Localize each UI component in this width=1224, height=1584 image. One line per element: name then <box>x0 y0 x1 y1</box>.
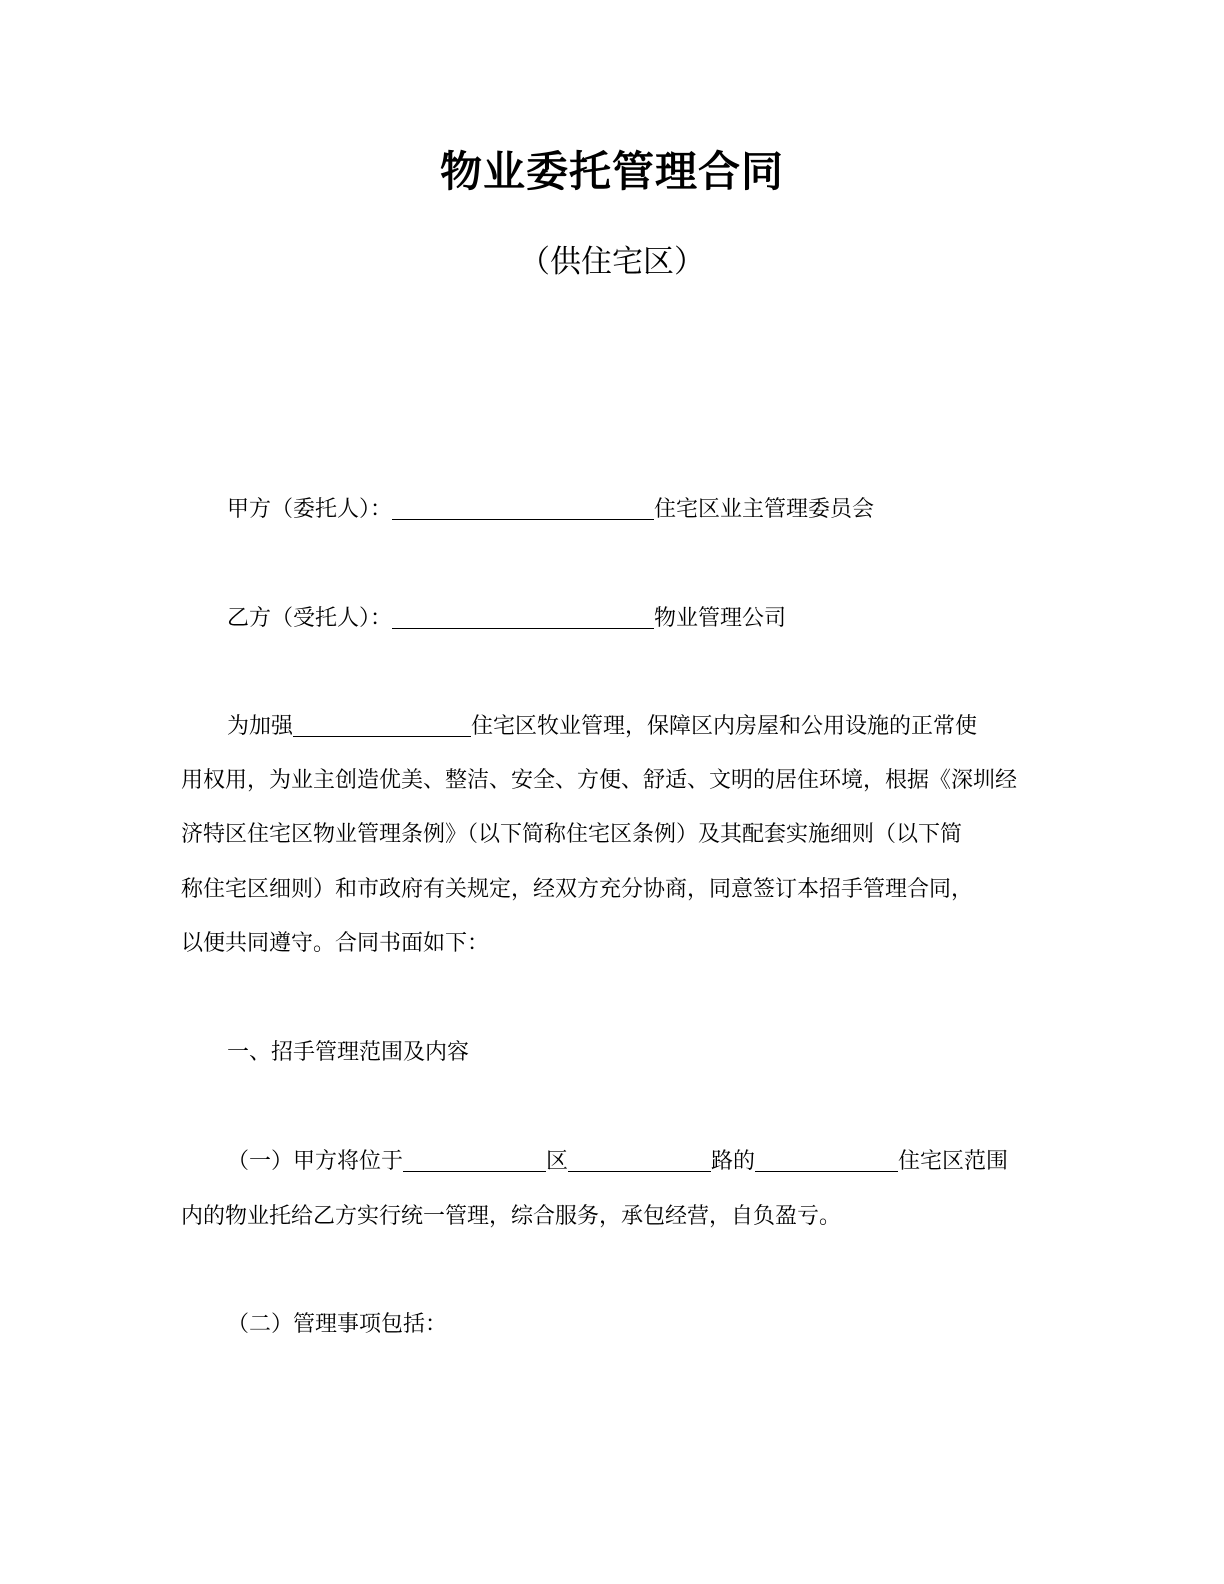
party-b-blank <box>392 604 654 629</box>
party-a-suffix: 住宅区业主管理委员会 <box>654 497 875 522</box>
item-1-road: 路的 <box>711 1149 756 1174</box>
preamble-line-1 <box>227 711 1041 743</box>
document-title: 物业委托管理合同 <box>439 147 784 196</box>
item-2-line: （二）管理事项包括： <box>227 1312 448 1337</box>
document-subtitle: （供住宅区） <box>519 244 705 280</box>
party-b-suffix: 物业管理公司 <box>654 606 787 631</box>
item-1-district: 区 <box>546 1149 569 1174</box>
item-1-prefix: （一）甲方将位于 <box>227 1149 404 1174</box>
item-1-estate-blank <box>755 1147 898 1172</box>
preamble-line-4: 称住宅区细则）和市政府有关规定，经双方充分协商，同意签订本招手管理合同， <box>181 877 974 902</box>
preamble-prefix: 为加强 <box>227 714 294 739</box>
party-a-line <box>227 494 1041 526</box>
party-a-blank <box>392 495 654 520</box>
preamble-blank <box>293 712 471 737</box>
item-1-district-blank <box>403 1147 546 1172</box>
section-1-heading: 一、招手管理范围及内容 <box>227 1040 470 1065</box>
item-1-line-1 <box>227 1146 1041 1178</box>
item-1-road-blank <box>568 1147 711 1172</box>
party-b-line <box>227 603 1041 635</box>
preamble-line-1-text: 住宅区牧业管理，保障区内房屋和公用设施的正常使 <box>471 714 978 739</box>
party-b-label: 乙方（受托人）： <box>227 606 393 631</box>
item-1-suffix: 住宅区范围 <box>898 1149 1009 1174</box>
preamble-line-5: 以便共同遵守。合同书面如下： <box>181 931 490 956</box>
item-1-line-2: 内的物业托给乙方实行统一管理，综合服务，承包经营，自负盈亏。 <box>181 1204 842 1229</box>
party-a-label: 甲方（委托人）： <box>227 497 393 522</box>
preamble-line-2: 用权用，为业主创造优美、整洁、安全、方便、舒适、文明的居住环境，根据《深圳经 <box>181 768 1018 793</box>
preamble-line-3: 济特区住宅区物业管理条例》（以下简称住宅区条例）及其配套实施细则（以下简 <box>181 822 963 847</box>
